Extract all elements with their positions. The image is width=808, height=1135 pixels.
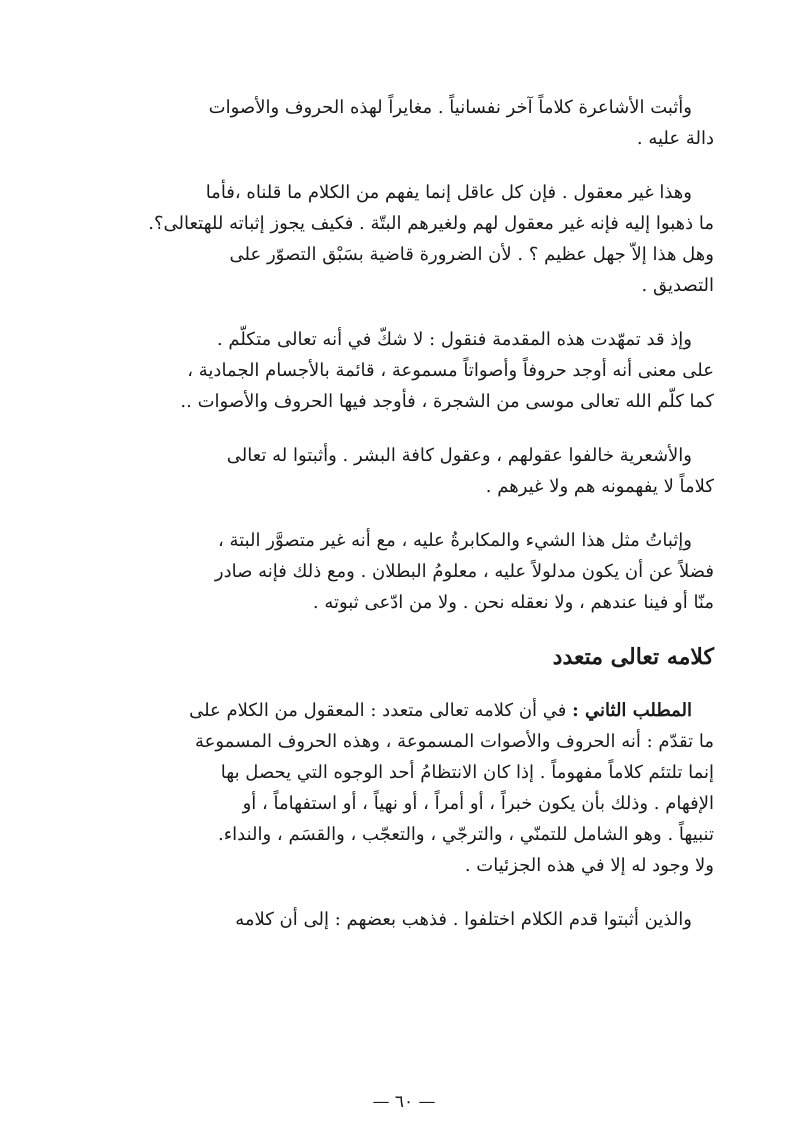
- section-heading: كلامه تعالى متعدد: [552, 644, 714, 670]
- text-line: تنبيهاً . وهو الشامل للتمنّي ، والترجّي ، والتعجّب ، والقسَم ، والنداء.: [217, 824, 714, 845]
- text-line: وهذا غير معقول . فإن كل عاقل إنما يفهم من الكلام ما قلناه ،فأما: [205, 182, 692, 203]
- text-line: كلاماً لا يفهمونه هم ولا غيرهم .: [485, 476, 714, 497]
- section-paragraph: [96, 695, 714, 881]
- section-first-line: في أن كلامه تعالى متعدد : المعقول من الكلام على: [189, 700, 573, 721]
- text-line: على معنى أنه أوجد حروفاً وأصواتاً مسموعة ، قائمة بالأجسام الجمادية ،: [187, 360, 714, 381]
- text-line: ما ذهبوا إليه فإنه غير معقول لهم ولغيرهم البتّة . فكيف يجوز إثباته للهتعالى؟.: [148, 213, 714, 234]
- text-line: منّا أو فينا عندهم ، ولا نعقله نحن . ولا من ادّعى ثبوته .: [312, 592, 714, 613]
- text-line: وإذ قد تمهّدت هذه المقدمة فنقول : لا شكّ في أنه تعالى متكلّم .: [216, 329, 692, 350]
- last-paragraph: [96, 904, 714, 935]
- text-line: دالة عليه .: [636, 128, 714, 149]
- text-line: [96, 695, 714, 726]
- paragraph-3: [96, 324, 714, 417]
- text-line: إنما تلتئم كلاماً مفهوماً . إذا كان الانتظامُ أحد الوجوه التي يحصل بها: [220, 762, 714, 783]
- paragraph-5: [96, 525, 714, 618]
- page-number: — ٦٠ —: [372, 1092, 436, 1112]
- text-line: وهل هذا إلاّ جهل عظيم ؟ . لأن الضرورة قاضية بسَبْق التصوّر على: [229, 244, 714, 265]
- section-label: المطلب الثاني :: [572, 700, 692, 721]
- text-line: التصديق .: [641, 275, 714, 296]
- paragraph-2: [96, 177, 714, 301]
- text-line: وإثباتُ مثل هذا الشيء والمكابرةُ عليه ، مع أنه غير متصوَّر البتة ،: [218, 530, 692, 551]
- text-line: وأثبت الأشاعرة كلاماً آخر نفسانياً . مغايراً لهذه الحروف والأصوات: [208, 97, 692, 118]
- text-line: ولا وجود له إلا في هذه الجزئيات .: [464, 855, 714, 876]
- text-line: فضلاً عن أن يكون مدلولاً عليه ، معلومُ البطلان . ومع ذلك فإنه صادر: [214, 561, 714, 582]
- text-line: الإفهام . وذلك بأن يكون خبراً ، أو أمراً ، أو نهياً ، أو استفهاماً ، أو: [242, 793, 714, 814]
- paragraph-4: [96, 440, 714, 502]
- text-line: والذين أثبتوا قدم الكلام اختلفوا . فذهب بعضهم : إلى أن كلامه: [235, 909, 692, 930]
- text-line: ما تقدّم : أنه الحروف والأصوات المسموعة ، وهذه الحروف المسموعة: [194, 731, 714, 752]
- paragraph-1: [96, 92, 714, 154]
- text-line: كما كلّم الله تعالى موسى من الشجرة ، فأوجد فيها الحروف والأصوات ..: [180, 391, 714, 412]
- text-line: والأشعرية خالفوا عقولهم ، وعقول كافة البشر . وأثبتوا له تعالى: [226, 445, 692, 466]
